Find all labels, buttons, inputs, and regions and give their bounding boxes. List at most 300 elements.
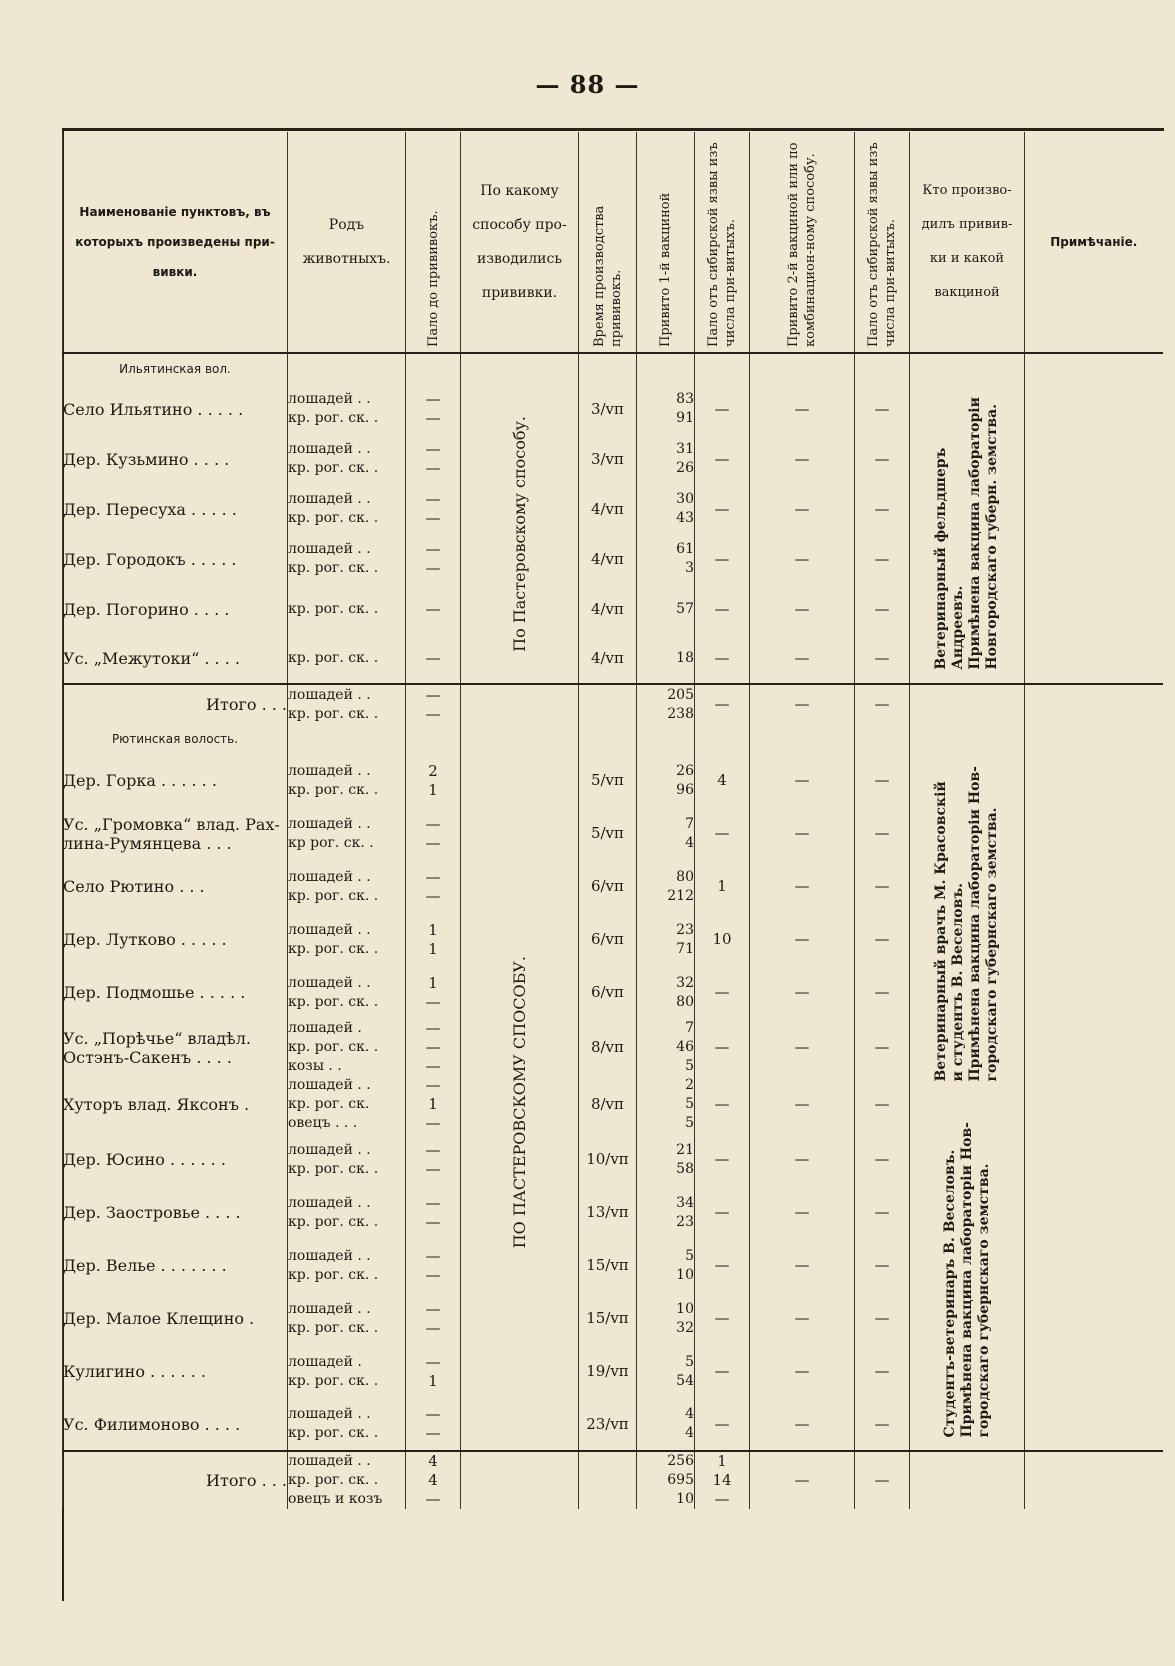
place-name: [63, 1076, 288, 1133]
vaccinated-1-line: 10: [676, 1491, 694, 1507]
animal-kind-line: лошадей . .: [288, 1141, 371, 1158]
place-name: [63, 1398, 288, 1451]
vaccinated-1-line: 10: [676, 1300, 694, 1317]
vaccinated-1-line: 256: [667, 1453, 694, 1469]
died-before-line: —: [425, 1076, 441, 1094]
vaccinated-2-line: —: [794, 983, 810, 1001]
died-before: [406, 634, 461, 684]
died-from-1: [695, 860, 750, 913]
empty-cell: [855, 353, 910, 384]
animal-kind-line: лошадей . .: [288, 541, 371, 557]
died-before-line: —: [425, 409, 441, 427]
empty-cell: [750, 724, 855, 754]
animal-kind: [288, 684, 406, 724]
animal-kind-line: лошадей . .: [288, 815, 371, 832]
vaccinated-1-line: 7: [685, 815, 694, 832]
vaccination-time: 4/vп: [579, 584, 637, 634]
header-notes: Примѣчаніе.: [1025, 132, 1163, 353]
vaccinated-1-line: 32: [676, 1319, 694, 1336]
header-time: Время производства прививокъ.: [579, 132, 637, 353]
died-from-2: [855, 584, 910, 634]
animal-kind-line: кр. рог. ск. .: [288, 705, 379, 722]
died-before-line: 2: [428, 761, 438, 780]
vaccinated-2: [750, 384, 855, 434]
vaccinated-2-line: —: [794, 1471, 810, 1489]
died-before-line: —: [425, 1405, 441, 1423]
vaccinated-2-line: —: [794, 499, 810, 518]
vaccinated-1: [637, 1345, 695, 1398]
died-from-1: [695, 434, 750, 484]
died-from-1-line: —: [714, 449, 730, 468]
animal-kind: [288, 1398, 406, 1451]
animal-kind: [288, 1239, 406, 1292]
died-from-1-line: —: [714, 983, 730, 1001]
animal-kind: [288, 534, 406, 584]
died-before-line: —: [425, 440, 441, 458]
place-name: [63, 913, 288, 966]
vaccinated-1-line: 32: [676, 974, 694, 991]
vaccinated-1-line: 26: [676, 762, 694, 779]
died-before: [406, 434, 461, 484]
died-before-line: —: [425, 1352, 441, 1371]
vaccinated-2: [750, 1239, 855, 1292]
died-from-1-line: 4: [717, 771, 727, 789]
vaccinated-2-line: —: [794, 1309, 810, 1327]
empty-cell: [579, 1451, 637, 1509]
place-name-line: Остэнъ-Сакенъ . . . .: [63, 1047, 232, 1067]
place-name: [63, 1345, 288, 1398]
died-from-2: [855, 684, 910, 724]
vaccinated-1: [637, 434, 695, 484]
animal-kind-line: кр рог. ск. .: [288, 834, 374, 851]
place-name-line: Дер. Горка . . . . . .: [63, 771, 217, 790]
died-from-1: [695, 684, 750, 724]
vaccinated-2-line: —: [794, 695, 810, 713]
section2-method: ПО ПАСТЕРОВСКОМУ СПОСОБУ.: [510, 955, 529, 1249]
place-name: [63, 534, 288, 584]
vaccinated-1-line: 4: [685, 1406, 694, 1422]
died-before-line: —: [425, 599, 441, 618]
vaccinated-1-line: 212: [667, 887, 694, 904]
died-from-1-line: —: [714, 1095, 730, 1113]
empty-cell: [461, 1451, 579, 1509]
died-before: [406, 484, 461, 534]
vaccinated-1-line: 31: [676, 441, 694, 457]
died-from-2-line: —: [874, 771, 890, 789]
notes-cell: [1025, 384, 1163, 684]
died-before: [406, 1398, 461, 1451]
vaccinated-1-line: 54: [676, 1372, 694, 1389]
animal-kind-line: лошадей . .: [288, 1247, 371, 1264]
empty-cell: [288, 353, 406, 384]
empty-cell: [637, 724, 695, 754]
place-name: [63, 1239, 288, 1292]
animal-kind: [288, 913, 406, 966]
animal-kind-line: кр. рог. ск. .: [288, 1039, 379, 1055]
died-from-2: [855, 1186, 910, 1239]
place-name: [63, 860, 288, 913]
vaccinated-1-line: 58: [676, 1160, 694, 1177]
section2-who-line: и студентъ В. Веселовъ.: [950, 883, 966, 1082]
died-from-2-line: —: [874, 499, 890, 518]
section2-title-row: [63, 724, 1163, 754]
section2-method-cell: [461, 754, 579, 1451]
died-before-line: —: [425, 540, 441, 558]
died-before-line: —: [425, 1246, 441, 1265]
animal-kind: [288, 1133, 406, 1186]
vaccinated-2: [750, 860, 855, 913]
died-from-2: [855, 754, 910, 807]
vaccinated-1: [637, 584, 695, 634]
vaccinated-1-line: 61: [676, 541, 694, 557]
vaccinated-1: [637, 1398, 695, 1451]
died-from-1-line: —: [714, 824, 730, 842]
place-name: [63, 384, 288, 434]
animal-kind: [288, 1345, 406, 1398]
animal-kind: [288, 1019, 406, 1076]
died-before: [406, 860, 461, 913]
header-died-from2: Пало отъ сибирской язвы изъ числа при-витыхъ.: [855, 132, 910, 353]
section1-total-row: [63, 684, 1163, 724]
died-before-line: —: [425, 509, 441, 527]
died-from-2-line: —: [874, 649, 890, 667]
died-before: [406, 1076, 461, 1133]
header-died-before: Пало до прививокъ.: [406, 132, 461, 353]
vaccinated-2-line: —: [794, 1038, 810, 1056]
place-name-line: Хуторъ влад. Яксонъ .: [63, 1095, 250, 1114]
empty-cell: [1025, 353, 1163, 384]
place-name: [63, 484, 288, 534]
died-before-line: 1: [428, 939, 438, 958]
died-from-2-line: —: [874, 695, 890, 713]
animal-kind-line: лошадей . .: [288, 921, 371, 938]
vaccinated-2: [750, 484, 855, 534]
empty-cell: [637, 353, 695, 384]
vaccination-time: 8/vп: [579, 1076, 637, 1133]
died-from-2: [855, 534, 910, 584]
died-from-1-line: 10: [712, 930, 732, 948]
died-from-2-line: —: [874, 1095, 890, 1113]
died-from-2-line: —: [874, 824, 890, 842]
animal-kind-line: кр. рог. ск. .: [288, 1372, 379, 1389]
vaccinated-1: [637, 634, 695, 684]
vaccinated-1-line: 21: [676, 1141, 694, 1158]
section1-who-cell: [910, 384, 1025, 684]
died-before: [406, 1019, 461, 1076]
vaccination-time: 23/vп: [579, 1398, 637, 1451]
animal-kind-line: кр. рог. ск. .: [288, 410, 379, 426]
died-from-1-line: —: [714, 649, 730, 667]
died-from-1-line: —: [714, 549, 730, 568]
died-from-1-line: —: [714, 1150, 730, 1168]
place-name-line: Дер. Кузьмино . . . .: [63, 449, 230, 469]
animal-kind-line: лошадей . .: [288, 1300, 371, 1317]
place-name-line: Дер. Пересуха . . . . .: [63, 499, 237, 519]
vaccinated-2: [750, 1451, 855, 1509]
died-before-line: 4: [428, 1452, 438, 1470]
died-from-1: [695, 384, 750, 434]
died-from-1: [695, 584, 750, 634]
place-name: [63, 434, 288, 484]
animal-kind-line: лошадей . .: [288, 391, 371, 407]
empty-cell: [910, 684, 1025, 724]
vaccinated-2-line: —: [794, 449, 810, 468]
died-before-line: —: [425, 685, 441, 704]
empty-cell: [695, 724, 750, 754]
died-from-1-line: 14: [712, 1471, 732, 1489]
died-before: [406, 534, 461, 584]
died-from-1-line: —: [714, 1414, 730, 1433]
header-vaccine2: Привито 2-й вакциной или по комбинацион-ному способу.: [750, 132, 855, 353]
animal-kind: [288, 584, 406, 634]
place-name-line: Дер. Лутково . . . . .: [63, 930, 227, 949]
died-before: [406, 684, 461, 724]
vaccination-time: 4/vп: [579, 534, 637, 584]
died-from-1: [695, 1451, 750, 1509]
vaccination-time: 8/vп: [579, 1019, 637, 1076]
vaccinated-1-line: 26: [676, 460, 694, 476]
died-from-2: [855, 1239, 910, 1292]
table-row: [63, 754, 1163, 807]
died-from-2: [855, 807, 910, 860]
animal-kind-line: кр. рог. ск.: [288, 1096, 370, 1112]
died-before-line: 1: [428, 1371, 438, 1390]
died-from-1-line: 1: [717, 1452, 727, 1470]
vaccinated-2-line: —: [794, 399, 810, 418]
vaccinated-2: [750, 534, 855, 584]
vaccinated-1-line: 46: [676, 1039, 694, 1055]
animal-kind-line: кр. рог. ск. .: [288, 1266, 379, 1283]
vaccination-time: 15/vп: [579, 1239, 637, 1292]
died-from-2: [855, 860, 910, 913]
died-from-1-line: —: [714, 1203, 730, 1221]
vaccinated-1-line: 10: [676, 1266, 694, 1283]
died-from-1-line: —: [714, 499, 730, 518]
died-from-2: [855, 1133, 910, 1186]
died-before: [406, 1292, 461, 1345]
section2-who-line: городскаго губернскаго земства.: [984, 807, 1000, 1082]
vaccinated-1-line: 238: [667, 705, 694, 722]
vaccinated-2-line: —: [794, 1256, 810, 1274]
vaccinated-1: [637, 966, 695, 1019]
died-before-line: —: [425, 1057, 441, 1075]
place-name: [63, 1133, 288, 1186]
animal-kind: [288, 384, 406, 434]
animal-kind-line: овецъ . . .: [288, 1115, 358, 1131]
vaccination-time: 4/vп: [579, 634, 637, 684]
died-from-1: [695, 1019, 750, 1076]
vaccination-time: 15/vп: [579, 1292, 637, 1345]
vaccinated-2-line: —: [794, 549, 810, 568]
died-before-line: —: [425, 704, 441, 723]
section2-who-a: [933, 766, 1001, 1082]
section2-who-line: городскаго губернскаго земства.: [975, 1163, 992, 1438]
animal-kind-line: лошадей . .: [288, 441, 371, 457]
vaccinated-1-line: 5: [685, 1247, 694, 1264]
vaccinated-1: [637, 1292, 695, 1345]
animal-kind: [288, 1451, 406, 1509]
vaccinated-2-line: —: [794, 1414, 810, 1433]
died-from-2-line: —: [874, 549, 890, 568]
died-from-2-line: —: [874, 877, 890, 895]
vaccinated-1: [637, 754, 695, 807]
section2-who-cell: [910, 754, 1025, 1451]
vaccinated-1-line: 23: [676, 1213, 694, 1230]
animal-kind: [288, 484, 406, 534]
died-from-1: [695, 966, 750, 1019]
vaccinated-2: [750, 584, 855, 634]
header-vaccine1: Привито 1-й вакциной: [637, 132, 695, 353]
animal-kind-line: кр. рог. ск. .: [288, 1319, 379, 1336]
died-from-1: [695, 1239, 750, 1292]
place-name: [63, 634, 288, 684]
vaccinated-2: [750, 807, 855, 860]
died-before-line: 1: [428, 1095, 438, 1113]
died-before-line: —: [425, 1212, 441, 1231]
died-from-1-line: —: [714, 599, 730, 618]
header-name: Наименованіе пунктовъ, въ которыхъ произведены при- вивки.: [63, 132, 288, 353]
vaccinated-1-line: 5: [685, 1353, 694, 1370]
animal-kind: [288, 1076, 406, 1133]
vaccinated-1-line: 80: [676, 993, 694, 1010]
vaccinated-2: [750, 1186, 855, 1239]
place-name-line: Ус. „Межутоки“ . . . .: [63, 649, 240, 668]
vaccination-time: 5/vп: [579, 754, 637, 807]
animal-kind: [288, 966, 406, 1019]
vaccinated-1-line: 34: [676, 1194, 694, 1211]
vaccinated-1: [637, 1133, 695, 1186]
empty-cell: [855, 724, 910, 754]
died-before-line: 4: [428, 1471, 438, 1489]
animal-kind-line: козы . .: [288, 1058, 342, 1074]
died-before-line: —: [425, 867, 441, 886]
vaccinated-1: [637, 1451, 695, 1509]
place-name: [63, 1019, 288, 1076]
section1-method: По Пастеровскому способу.: [510, 415, 529, 652]
animal-kind-line: кр. рог. ск. .: [288, 510, 379, 526]
vaccinated-1-line: 2: [685, 1077, 694, 1093]
died-from-2: [855, 1292, 910, 1345]
vaccinated-1-line: 91: [676, 410, 694, 426]
empty-cell: [461, 724, 579, 754]
vaccinated-1-line: 4: [685, 1425, 694, 1441]
place-name-line: Ус. Филимоново . . . .: [63, 1414, 241, 1434]
died-before-line: —: [425, 992, 441, 1011]
died-before: [406, 1133, 461, 1186]
vaccinated-1: [637, 860, 695, 913]
died-from-1-line: —: [714, 1038, 730, 1056]
died-before-line: —: [425, 1140, 441, 1159]
vaccinated-1-line: 3: [685, 560, 694, 576]
died-from-1: [695, 634, 750, 684]
vaccinated-2-line: —: [794, 1095, 810, 1113]
died-from-2: [855, 966, 910, 1019]
vaccinated-2-line: —: [794, 930, 810, 948]
section2-who-b: [942, 1122, 993, 1438]
vaccinated-2: [750, 434, 855, 484]
empty-cell: [461, 353, 579, 384]
vaccinated-1-line: 205: [667, 686, 694, 703]
vaccination-time: 3/vп: [579, 434, 637, 484]
section1-who-line: Андреевъ.: [950, 585, 966, 670]
place-name-line: Дер. Малое Клещино .: [63, 1309, 255, 1328]
section1-method-cell: [461, 384, 579, 684]
place-name-line: Дер. Юсино . . . . . .: [63, 1150, 226, 1169]
section1-who-line: Примѣнена вакцина лабораторіи: [967, 397, 983, 670]
animal-kind: [288, 1292, 406, 1345]
animal-kind-line: лошадей .: [288, 1020, 362, 1036]
vaccinated-1: [637, 1186, 695, 1239]
vaccination-time: 6/vп: [579, 860, 637, 913]
animal-kind-line: кр. рог. ск. .: [288, 1213, 379, 1230]
died-before: [406, 913, 461, 966]
died-before-line: 1: [428, 920, 438, 939]
died-before-line: —: [425, 459, 441, 477]
died-from-1-line: —: [714, 1362, 730, 1380]
section1-who: [933, 397, 1001, 670]
animal-kind-line: кр. рог. ск. .: [288, 560, 379, 576]
vaccinated-2: [750, 913, 855, 966]
empty-cell: [750, 353, 855, 384]
died-before-line: —: [425, 833, 441, 852]
section2-who-line: Примѣнена вакцина лабораторіи Нов-: [967, 766, 983, 1082]
notes-cell: [1025, 754, 1163, 1451]
vaccinated-1: [637, 534, 695, 584]
vaccinated-1-line: 7: [685, 1020, 694, 1036]
died-before: [406, 1186, 461, 1239]
header-row: [63, 132, 1163, 353]
died-from-1-line: —: [714, 1256, 730, 1274]
died-before: [406, 754, 461, 807]
vaccinated-2: [750, 1076, 855, 1133]
died-before: [406, 384, 461, 434]
died-from-2: [855, 913, 910, 966]
died-before-line: —: [425, 649, 441, 667]
section1-who-line: Ветеринарный фельдшеръ: [933, 447, 949, 670]
vaccination-time: 6/vп: [579, 913, 637, 966]
vaccinated-1-line: 80: [676, 868, 694, 885]
vaccinated-1: [637, 684, 695, 724]
died-from-2: [855, 484, 910, 534]
vaccinated-2: [750, 1133, 855, 1186]
vaccinated-2-line: —: [794, 824, 810, 842]
died-before-line: —: [425, 1299, 441, 1318]
vaccinated-2: [750, 1345, 855, 1398]
died-before-line: 1: [428, 780, 438, 799]
vaccinated-1-line: 5: [685, 1096, 694, 1112]
section1-total-label: Итого . . .: [63, 684, 288, 724]
animal-kind: [288, 860, 406, 913]
died-from-1: [695, 1398, 750, 1451]
vaccinated-1-line: 96: [676, 781, 694, 798]
vaccination-time: 19/vп: [579, 1345, 637, 1398]
died-before-line: —: [425, 1159, 441, 1178]
animal-kind: [288, 634, 406, 684]
place-name-line: Дер. Подмошье . . . . .: [63, 983, 246, 1002]
vaccinated-1-line: 5: [685, 1115, 694, 1131]
place-name-line: Село Рютино . . .: [63, 877, 205, 896]
vaccinated-2: [750, 966, 855, 1019]
empty-cell: [695, 353, 750, 384]
empty-cell: [910, 1451, 1025, 1509]
died-from-2: [855, 1345, 910, 1398]
animal-kind-line: кр. рог. ск. .: [288, 600, 379, 617]
died-from-2: [855, 634, 910, 684]
died-from-1: [695, 1076, 750, 1133]
died-before-line: —: [425, 1424, 441, 1442]
vaccination-table: [62, 132, 1163, 1509]
place-name: [63, 1292, 288, 1345]
